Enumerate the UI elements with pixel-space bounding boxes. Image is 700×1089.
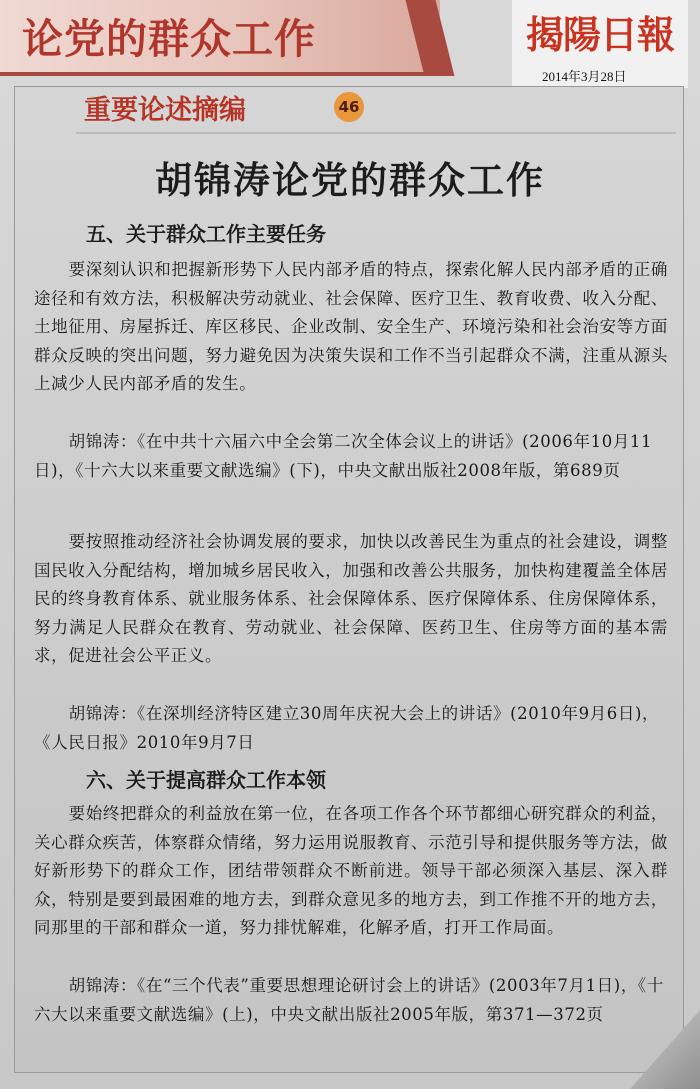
body-paragraph: 要深刻认识和把握新形势下人民内部矛盾的特点，探索化解人民内部矛盾的正确途径和有效方法，积极解决劳动就业、社会保障、医疗卫生、教育收费、收入分配、土地征用、房屋拆迁、库区移民、企业改制、安全生产、环境污染和社会治安等方面群众反映的突出问题，努力避免因为决策失误和工作不当引起群众不满，注重从源头上减少人民内部矛盾的发生。 [34,260,668,394]
issue-number-badge: 46 [334,92,364,122]
body-paragraph: 要按照推动经济社会协调发展的要求，加快以改善民生为重点的社会建设，调整国民收入分配结构，增加城乡居民收入，加强和改善公共服务，加快构建覆盖全体居民的终身教育体系、就业服务体系、社会保障体系、医疗保障体系、住房保障体系，努力满足人民群众在教育、劳动就业、社会保障、医药卫生、住房等方面的基本需求，促进社会公平正义。 [34,532,668,666]
column-banner [0,0,440,76]
series-subheading: 重要论述摘编 [84,95,246,126]
body-paragraph: 要始终把群众的利益放在第一位，在各项工作各个环节都细心研究群众的利益，关心群众疾苦，体察群众情绪，努力运用说服教育、示范引导和提供服务等方法，做好新形势下的群众工作，团结带领群众不断前进。领导干部必须深入基层、深入群众，特别是要到最困难的地方去，到群众意见多的地方去，到工作推不开的地方去，同那里的干部和群众一道，努力排忧解难，化解矛盾，打开工作局面。 [34,804,668,938]
section-heading: 五、关于群众工作主要任务 [86,222,326,246]
newspaper-logo: 揭陽日報 [526,12,675,57]
banner-title: 论党的群众工作 [22,15,316,63]
header-divider [76,132,676,134]
source-citation: 胡锦涛：《在中共十六届六中全会第二次全体会议上的讲话》(2006年10月11日)，《十六大以来重要文献选编》(下)，中央文献出版社2008年版，第689页 [34,432,653,480]
section-heading: 六、关于提高群众工作本领 [86,768,326,792]
source-citation: 胡锦涛：《在深圳经济特区建立30周年庆祝大会上的讲话》(2010年9月6日)，《人民日报》2010年9月7日 [34,704,660,752]
publication-date: 2014年3月28日 [542,69,627,84]
article-title: 胡锦涛论党的群众工作 [155,159,545,202]
source-citation: 胡锦涛：《在“三个代表”重要思想理论研讨会上的讲话》(2003年7月1日)，《十六大以来重要文献选编》(上)，中央文献出版社2005年版，第371—372页 [34,976,664,1024]
masthead-box [512,0,688,88]
